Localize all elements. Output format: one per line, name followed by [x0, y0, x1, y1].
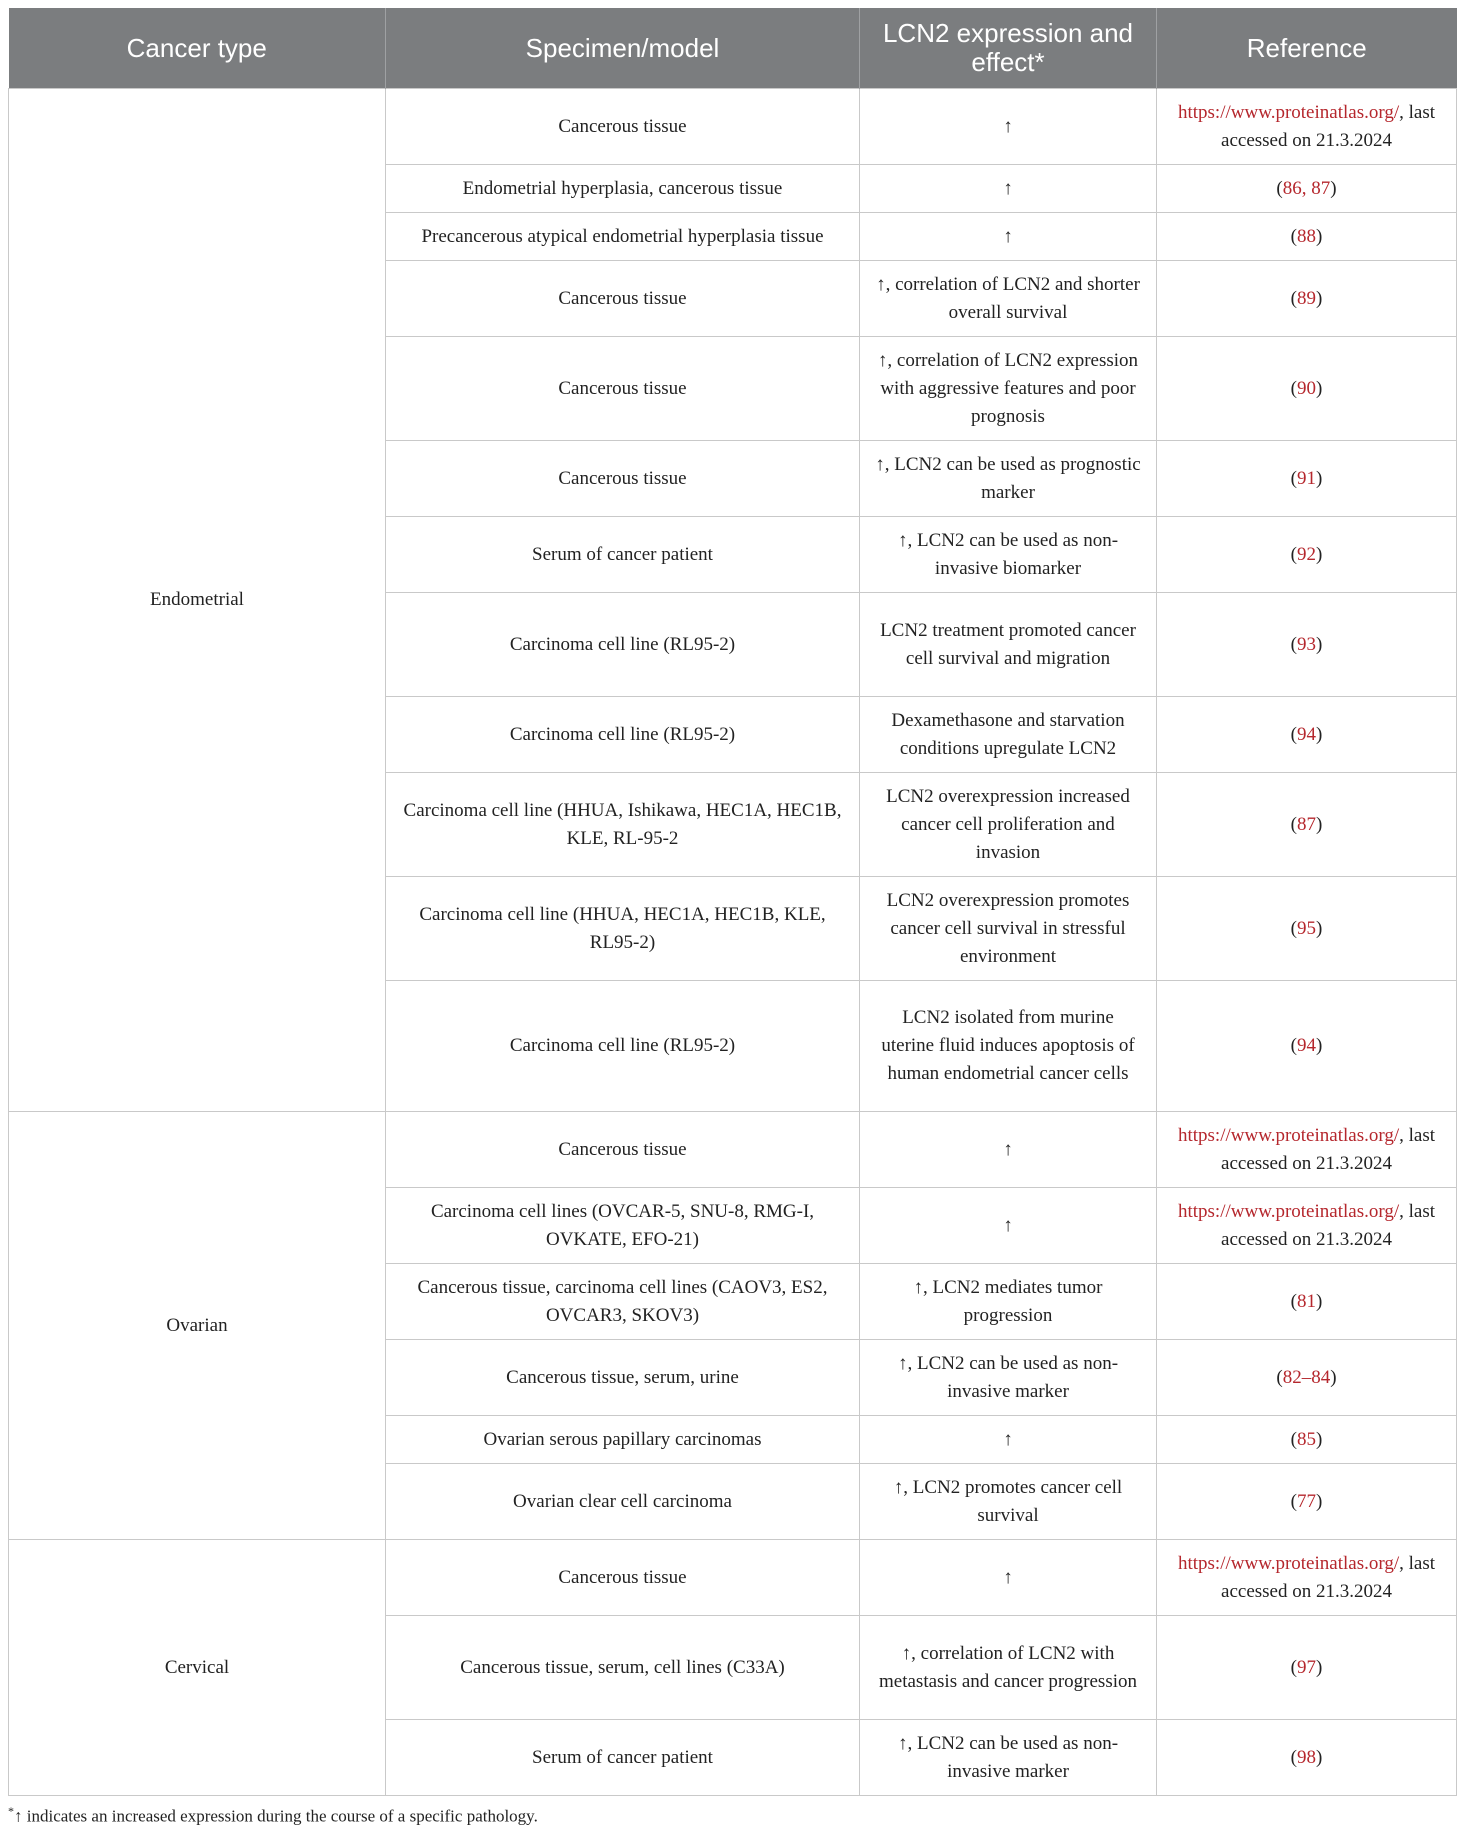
reference-cell [1157, 773, 1457, 877]
reference-cell [1157, 1188, 1457, 1264]
effect-cell: ↑, LCN2 can be used as prognostic marker [860, 441, 1157, 517]
specimen-cell: Serum of cancer patient [386, 1720, 860, 1796]
specimen-cell: Carcinoma cell lines (OVCAR-5, SNU-8, RMG-I, OVKATE, EFO-21) [386, 1188, 860, 1264]
cancer-type-cell: Ovarian [9, 1112, 386, 1540]
specimen-cell: Carcinoma cell line (RL95-2) [386, 981, 860, 1112]
effect-cell: ↑ [860, 1188, 1157, 1264]
paren-open: ( [1290, 1290, 1297, 1312]
table-container [8, 8, 1456, 1796]
specimen-cell: Carcinoma cell line (HHUA, Ishikawa, HEC1A, HEC1B, KLE, RL-95-2 [386, 773, 860, 877]
paren-open: ( [1290, 917, 1297, 939]
reference-link[interactable]: https://www.proteinatlas.org/ [1177, 1200, 1400, 1222]
table-footnote [8, 1804, 538, 1827]
specimen-cell: Cancerous tissue [386, 1112, 860, 1188]
table-row [9, 1540, 1457, 1616]
lcn2-expression-table [8, 8, 1457, 1796]
citation-link[interactable]: 94 [1297, 1035, 1316, 1056]
specimen-cell: Carcinoma cell line (RL95-2) [386, 697, 860, 773]
table-row [9, 1112, 1457, 1188]
specimen-cell: Cancerous tissue [386, 337, 860, 441]
reference-cell [1157, 1540, 1457, 1616]
paren-open: ( [1290, 225, 1297, 247]
specimen-cell: Cancerous tissue, serum, urine [386, 1340, 860, 1416]
effect-cell: ↑ [860, 1540, 1157, 1616]
citation-link[interactable]: 98 [1297, 1746, 1316, 1768]
effect-cell: ↑, LCN2 promotes cancer cell survival [860, 1464, 1157, 1540]
reference-cell [1157, 441, 1457, 517]
specimen-cell: Cancerous tissue [386, 441, 860, 517]
reference-link[interactable]: https://www.proteinatlas.org/ [1177, 1124, 1400, 1146]
paren-close: ) [1316, 225, 1323, 247]
effect-cell: LCN2 overexpression promotes cancer cell survival in stressful environment [860, 877, 1157, 981]
paren-close: ) [1316, 1490, 1323, 1512]
specimen-cell: Precancerous atypical endometrial hyperplasia tissue [386, 213, 860, 261]
reference-cell [1157, 697, 1457, 773]
paren-close: ) [1316, 1746, 1323, 1768]
reference-cell [1157, 981, 1457, 1112]
paren-open: ( [1290, 1656, 1297, 1678]
paren-close: ) [1316, 287, 1323, 309]
effect-cell: ↑, LCN2 can be used as non-invasive marker [860, 1340, 1157, 1416]
reference-cell [1157, 1340, 1457, 1416]
paren-open: ( [1290, 543, 1297, 565]
effect-cell: ↑ [860, 165, 1157, 213]
header-lcn2-effect: LCN2 expression and effect* [860, 8, 1157, 89]
paren-close: ) [1316, 1035, 1323, 1056]
paren-close: ) [1330, 1366, 1337, 1388]
paren-close: ) [1316, 467, 1323, 489]
specimen-cell: Serum of cancer patient [386, 517, 860, 593]
effect-cell: Dexamethasone and starvation conditions upregulate LCN2 [860, 697, 1157, 773]
citation-link[interactable]: 87 [1297, 813, 1316, 835]
reference-cell [1157, 593, 1457, 697]
reference-note: , last accessed on 21.3.2024 [1221, 1200, 1435, 1250]
effect-cell: ↑ [860, 1416, 1157, 1464]
paren-open: ( [1290, 467, 1297, 489]
paren-close: ) [1316, 543, 1323, 565]
effect-cell: ↑, LCN2 can be used as non-invasive marker [860, 1720, 1157, 1796]
header-cancer-type: Cancer type [9, 8, 386, 89]
specimen-cell: Cancerous tissue [386, 261, 860, 337]
table-row [9, 89, 1457, 165]
reference-cell [1157, 261, 1457, 337]
paren-close: ) [1316, 1656, 1323, 1678]
specimen-cell: Ovarian clear cell carcinoma [386, 1464, 860, 1540]
reference-cell [1157, 1720, 1457, 1796]
paren-close: ) [1316, 1428, 1323, 1450]
footnote-symbol: * [8, 1804, 14, 1818]
effect-cell: ↑, correlation of LCN2 with metastasis and cancer progression [860, 1616, 1157, 1720]
reference-cell [1157, 213, 1457, 261]
reference-link[interactable]: https://www.proteinatlas.org/ [1177, 1552, 1400, 1574]
paren-open: ( [1290, 1490, 1297, 1512]
reference-cell [1157, 1464, 1457, 1540]
specimen-cell: Carcinoma cell line (HHUA, HEC1A, HEC1B, KLE, RL95-2) [386, 877, 860, 981]
paren-open: ( [1290, 813, 1297, 835]
specimen-cell: Cancerous tissue, carcinoma cell lines (CAOV3, ES2, OVCAR3, SKOV3) [386, 1264, 860, 1340]
effect-cell: LCN2 treatment promoted cancer cell survival and migration [860, 593, 1157, 697]
reference-cell [1157, 1416, 1457, 1464]
effect-cell: ↑, correlation of LCN2 expression with aggressive features and poor prognosis [860, 337, 1157, 441]
paren-close: ) [1330, 177, 1337, 199]
paren-open: ( [1290, 633, 1297, 655]
specimen-cell: Ovarian serous papillary carcinomas [386, 1416, 860, 1464]
header-reference: Reference [1157, 8, 1457, 89]
reference-cell [1157, 877, 1457, 981]
reference-cell [1157, 165, 1457, 213]
reference-note: , last accessed on 21.3.2024 [1221, 1124, 1435, 1174]
reference-link[interactable]: https://www.proteinatlas.org/ [1177, 101, 1400, 123]
paren-close: ) [1316, 723, 1323, 745]
reference-cell [1157, 1112, 1457, 1188]
citation-link[interactable]: 89 [1297, 287, 1316, 309]
specimen-cell: Carcinoma cell line (RL95-2) [386, 593, 860, 697]
citation-link[interactable]: 93 [1297, 633, 1316, 655]
header-row [9, 8, 1457, 89]
citation-link[interactable]: 88 [1297, 225, 1316, 247]
paren-open: ( [1276, 1366, 1283, 1388]
reference-note: , last accessed on 21.3.2024 [1221, 1552, 1435, 1602]
paren-open: ( [1290, 1746, 1297, 1768]
paren-open: ( [1290, 723, 1297, 745]
citation-link[interactable]: 81 [1297, 1290, 1316, 1312]
paren-open: ( [1290, 1035, 1297, 1056]
cancer-type-cell: Cervical [9, 1540, 386, 1796]
citation-link[interactable]: 85 [1297, 1428, 1316, 1450]
reference-cell [1157, 1616, 1457, 1720]
reference-cell [1157, 1264, 1457, 1340]
paren-open: ( [1276, 177, 1283, 199]
citation-link[interactable]: 77 [1297, 1490, 1316, 1512]
paren-close: ) [1316, 1290, 1323, 1312]
paren-close: ) [1316, 917, 1323, 939]
effect-cell: ↑ [860, 213, 1157, 261]
citation-link[interactable]: 94 [1297, 723, 1316, 745]
reference-cell [1157, 89, 1457, 165]
effect-cell: ↑, correlation of LCN2 and shorter overall survival [860, 261, 1157, 337]
footnote-text: ↑ indicates an increased expression during the course of a specific pathology. [14, 1806, 538, 1826]
citation-link[interactable]: 92 [1297, 543, 1316, 565]
citation-link[interactable]: 86, 87 [1282, 177, 1331, 199]
effect-cell: ↑, LCN2 can be used as non-invasive biomarker [860, 517, 1157, 593]
reference-cell [1157, 337, 1457, 441]
paren-close: ) [1316, 633, 1323, 655]
effect-cell: LCN2 overexpression increased cancer cell proliferation and invasion [860, 773, 1157, 877]
specimen-cell: Cancerous tissue, serum, cell lines (C33A) [386, 1616, 860, 1720]
specimen-cell: Endometrial hyperplasia, cancerous tissue [386, 165, 860, 213]
paren-close: ) [1316, 813, 1323, 835]
effect-cell: ↑ [860, 1112, 1157, 1188]
cancer-type-cell: Endometrial [9, 89, 386, 1112]
header-specimen-model: Specimen/model [386, 8, 860, 89]
citation-link[interactable]: 97 [1297, 1656, 1316, 1678]
citation-link[interactable]: 90 [1297, 377, 1316, 399]
paren-open: ( [1290, 287, 1297, 309]
paren-open: ( [1290, 377, 1297, 399]
effect-cell: ↑, LCN2 mediates tumor progression [860, 1264, 1157, 1340]
specimen-cell: Cancerous tissue [386, 89, 860, 165]
reference-cell [1157, 517, 1457, 593]
citation-link[interactable]: 82–84 [1282, 1366, 1331, 1388]
citation-link[interactable]: 91 [1297, 467, 1316, 489]
paren-open: ( [1290, 1428, 1297, 1450]
reference-note: , last accessed on 21.3.2024 [1221, 101, 1435, 151]
specimen-cell: Cancerous tissue [386, 1540, 860, 1616]
citation-link[interactable]: 95 [1297, 917, 1316, 939]
paren-close: ) [1316, 377, 1323, 399]
effect-cell: LCN2 isolated from murine uterine fluid induces apoptosis of human endometrial cancer cells [860, 981, 1157, 1112]
effect-cell: ↑ [860, 89, 1157, 165]
